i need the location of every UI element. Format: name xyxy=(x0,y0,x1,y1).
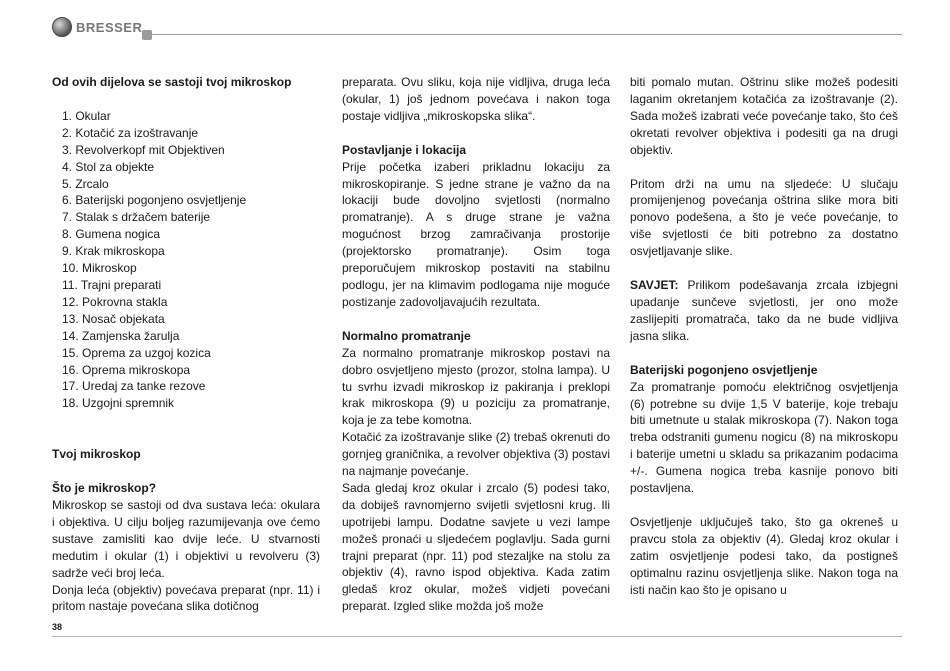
brand-logo xyxy=(52,16,142,38)
list-item: 14. Zamjenska žarulja xyxy=(62,328,180,343)
section-heading-normal-observation: Normalno promatranje xyxy=(342,328,471,343)
list-item: 15. Oprema za uzgoj kozica xyxy=(62,345,211,360)
logo-shield-icon xyxy=(142,30,152,40)
column-3 xyxy=(630,74,898,598)
paragraph: Sada gledaj kroz okular i zrcalo (5) podesi tako, da dobiješ ravnomjerno svijetli svjetlosni krug. Ili upotrijebi lampu. Dodatne savjete u vezi lampe možeš pronaći u sljedećem poglavlju. Sada gurni trajni preparat (npr. 11) pod stezaljke na stolu za objektiv (4), ravno ispod objektiva. Kada zatim gledaš kroz okular, možeš vidjeti povećani preparat. Izgled slike možda još može xyxy=(342,480,610,614)
list-item: 8. Gumena nogica xyxy=(62,227,161,242)
page-header xyxy=(52,14,902,46)
paragraph: Mikroskop se sastoji od dva sustava leća: okulara i objektiva. U cilju boljeg razumijevanja ove ćemo sustave zamisliti kao dvije leće. U stvarnosti medutim i okular (1) i objektivi u revolveru (3) sadrže veći broj leća. xyxy=(52,498,320,580)
list-item: 16. Oprema mikroskopa xyxy=(62,362,191,377)
list-item: 1. Okular xyxy=(62,108,111,123)
paragraph: Za normalno promatranje mikroskop postavi na dobro osvjetljeno mjesto (prozor, stolna lampa). U tu svrhu izvadi mikroskop iz pakiranja i preklopi krak mikroskopa (9) u poziciju za promatranje, koja je za tebe komotna. xyxy=(342,345,610,428)
list-item: 9. Krak mikroskopa xyxy=(62,244,165,259)
list-item: 3. Revolverkopf mit Objektiven xyxy=(62,142,225,157)
list-item: 11. Trajni preparati xyxy=(62,277,162,292)
list-item: 13. Nosač objekata xyxy=(62,311,165,326)
list-item: 17. Uredaj za tanke rezove xyxy=(62,379,206,394)
section-heading-setup: Postavljanje i lokacija xyxy=(342,142,467,157)
paragraph: Za promatranje pomoću električnog osvjetljenja (6) potrebne su dvije 1,5 V baterije, koje trebaju biti umetnute u stalak mikroskopa (7). Nakon toga treba odstraniti gumenu nogicu (8) na mikroskopu i baterije umetni u skladu sa prikazanim podacima +/-. Gumena nogica treba kasnije ponovo biti postavljena. xyxy=(630,379,898,496)
paragraph: preparata. Ovu sliku, koja nije vidljiva, druga leća (okular, 1) još jednom povećava i nakon toga postaje vidljiva „mikroskopska slika“. xyxy=(342,75,610,123)
list-item: 10. Mikroskop xyxy=(62,261,137,276)
parts-heading: Od ovih dijelova se sastoji tvoj mikroskop xyxy=(52,75,292,89)
logo-circle-icon xyxy=(52,17,72,37)
list-item: 12. Pokrovna stakla xyxy=(62,294,168,309)
paragraph: Osvjetljenje uključuješ tako, što ga okreneš u pravcu stola za objektiv (4). Gledaj kroz okular i zatim osvjetljenje podesi tako, da postigneš optimalnu razinu osvjetljenja slike. Nakon toga na isti način kao što je opisano u xyxy=(630,514,898,597)
list-item: 18. Uzgojni spremnik xyxy=(62,396,175,411)
paragraph: Pritom drži na umu na sljedeće: U slučaju promijenjenog povećanja oštrina slike mora biti ponovo podešena, a što je veće povećanje, to više svjetlosti će biti potrebno za dostatno osvjetljavanje slike. xyxy=(630,176,898,259)
column-2 xyxy=(342,74,610,615)
list-item: 6. Baterijski pogonjeno osvjetljenje xyxy=(62,193,247,208)
header-divider xyxy=(152,34,902,35)
paragraph: Kotačić za izoštravanje slike (2) trebaš okrenuti do gornjeg graničnika, a revolver objektiva (3) postavi na najmanje povećanje. xyxy=(342,430,610,479)
list-item: 2. Kotačić za izoštravanje xyxy=(62,125,199,140)
list-item: 5. Zrcalo xyxy=(62,176,109,191)
paragraph: Prije početka izaberi prikladnu lokaciju za mikroskopiranje. S jedne strane je važno da na lokaciji bude dovoljno svjetlosti (normalno promatranje). A s druge strane je važna mogućnost brzog zamračivanja prostorije (projektorsko promatranje). Osim toga preporučujem mikroskop postaviti na stabilnu podlogu, jer na klimavim podlogama nije moguće postizanje zadovoljavajućih rezultata. xyxy=(342,159,610,309)
parts-list xyxy=(52,108,320,412)
tip-paragraph xyxy=(630,277,898,345)
section-heading-battery-light: Baterijski pogonjeno osvjetljenje xyxy=(630,362,818,377)
paragraph: Donja leća (objektiv) povećava preparat (npr. 11) i pritom nastaje povećana slika dotičnog xyxy=(52,582,320,614)
section-heading-microscope: Tvoj mikroskop xyxy=(52,447,141,462)
brand-name: BRESSER xyxy=(76,19,143,35)
subheading-what-is: Što je mikroskop? xyxy=(52,481,157,496)
paragraph: biti pomalo mutan. Oštrinu slike možeš podesiti laganim okretanjem kotačića za izoštravanje (2). Sada možeš izabrati veće povećanje tako, što ćeš okretati revolver objektiva i podesiti ga na drugi objektiv. xyxy=(630,75,898,157)
list-item: 4. Stol za objekte xyxy=(62,159,155,174)
tip-label: SAVJET: xyxy=(630,278,679,293)
column-1 xyxy=(52,74,320,615)
tip-text: Prilikom podešavanja zrcala izbjegni upadanje sunčeve svjetlosti, jer ono može zaslijepiti promatrača, tako da ne bude vidljiva jasna slika. xyxy=(630,278,898,343)
footer-divider xyxy=(52,636,902,637)
page-number: 38 xyxy=(52,622,63,632)
list-item: 7. Stalak s držačem baterije xyxy=(62,210,211,225)
